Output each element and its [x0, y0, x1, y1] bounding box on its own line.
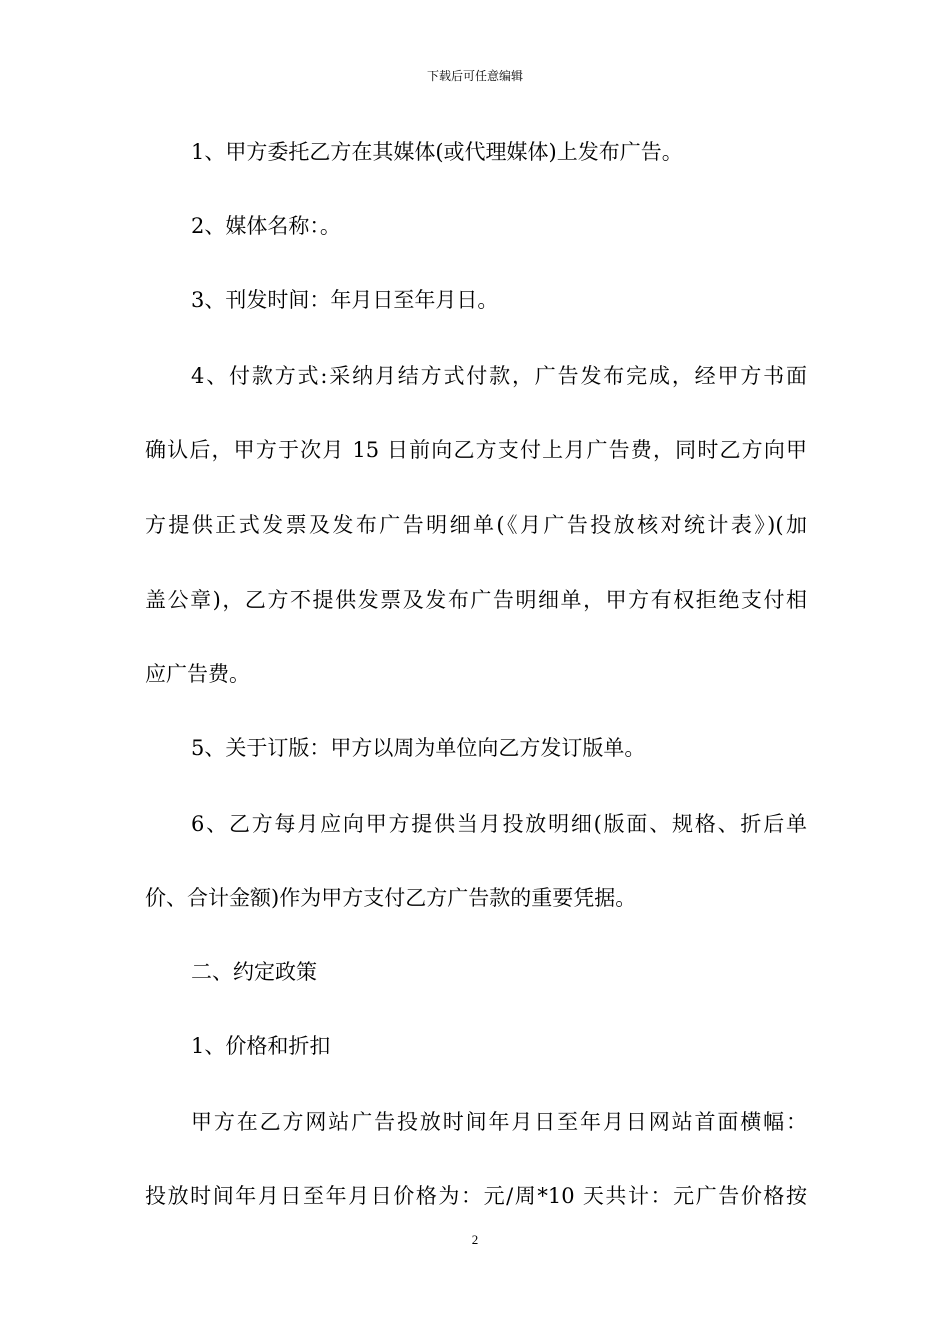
paragraph-line: 5、关于订版：甲方以周为单位向乙方发订版单。 [191, 736, 646, 760]
page-number: 2 [471, 1232, 479, 1247]
paragraph-line: 6、乙方每月应向甲方提供当月投放明细(版面、规格、折后单 [191, 812, 807, 836]
section-heading: 二、约定政策 [191, 960, 317, 984]
paragraph-line: 1、甲方委托乙方在其媒体(或代理媒体)上发布广告。 [191, 140, 683, 164]
paragraph-line: 2、媒体名称：。 [191, 214, 341, 238]
paragraph-line: 甲方在乙方网站广告投放时间年月日至年月日网站首面横幅： [191, 1110, 807, 1134]
paragraph-line: 确认后，甲方于次月 15 日前向乙方支付上月广告费，同时乙方向甲 [145, 438, 807, 462]
paragraph-line: 投放时间年月日至年月日价格为：元/周*10 天共计：元广告价格按 [145, 1184, 807, 1208]
paragraph-line: 价、合计金额)作为甲方支付乙方广告款的重要凭据。 [145, 886, 637, 910]
paragraph-line: 应广告费。 [145, 662, 250, 686]
paragraph-line: 4、付款方式:采纳月结方式付款，广告发布完成，经甲方书面 [191, 364, 807, 388]
paragraph-line: 盖公章)，乙方不提供发票及发布广告明细单，甲方有权拒绝支付相 [145, 588, 807, 612]
subsection-heading: 1、价格和折扣 [191, 1034, 331, 1058]
page-header: 下载后可任意编辑 [426, 69, 523, 83]
paragraph-line: 3、刊发时间：年月日至年月日。 [191, 288, 499, 312]
paragraph-line: 方提供正式发票及发布广告明细单(《月广告投放核对统计表》)(加 [145, 513, 807, 537]
